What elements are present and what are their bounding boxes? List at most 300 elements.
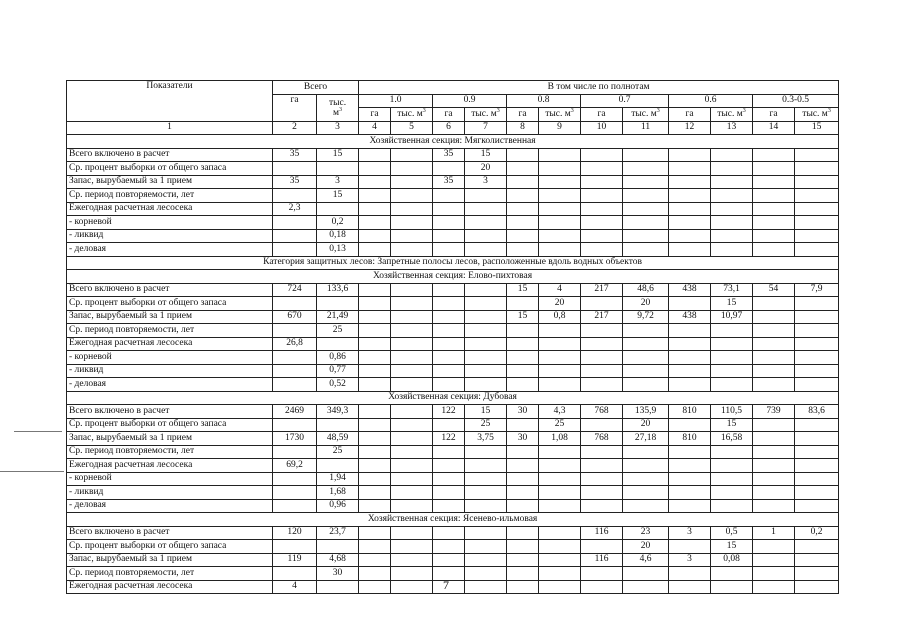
row-label: - ликвид bbox=[67, 486, 273, 500]
table-cell bbox=[753, 567, 795, 581]
table-cell bbox=[753, 216, 795, 230]
table-row bbox=[67, 553, 839, 567]
unit-label: тыс. м bbox=[545, 108, 571, 119]
table-cell bbox=[795, 202, 839, 216]
table-cell bbox=[581, 148, 623, 162]
table-cell bbox=[507, 580, 539, 594]
row-label: Ср. период повторяемости, лет bbox=[67, 567, 273, 581]
table-cell bbox=[795, 297, 839, 311]
row-label: - корневой bbox=[67, 472, 273, 486]
table-cell bbox=[539, 337, 581, 351]
table-cell bbox=[391, 148, 433, 162]
density-header: 0.9 bbox=[433, 94, 507, 108]
table-cell bbox=[539, 324, 581, 338]
table-cell: 27,18 bbox=[623, 432, 669, 446]
table-cell bbox=[433, 283, 465, 297]
table-cell bbox=[581, 243, 623, 257]
table-cell bbox=[669, 499, 711, 513]
table-cell bbox=[391, 472, 433, 486]
row-label: Ежегодная расчетная лесосека bbox=[67, 337, 273, 351]
table-cell bbox=[273, 229, 317, 243]
table-cell bbox=[507, 540, 539, 554]
table-cell bbox=[669, 162, 711, 176]
table-cell: 4 bbox=[539, 283, 581, 297]
table-cell bbox=[623, 445, 669, 459]
table-cell bbox=[669, 472, 711, 486]
table-cell bbox=[539, 526, 581, 540]
table-cell bbox=[623, 216, 669, 230]
unit-ha: га bbox=[433, 108, 465, 122]
table-cell bbox=[581, 162, 623, 176]
column-number: 9 bbox=[539, 121, 581, 135]
table-cell: 122 bbox=[433, 405, 465, 419]
table-cell: 30 bbox=[507, 432, 539, 446]
table-cell: 670 bbox=[273, 310, 317, 324]
table-body bbox=[67, 135, 839, 594]
table-row bbox=[67, 472, 839, 486]
table-cell bbox=[623, 567, 669, 581]
table-cell bbox=[669, 378, 711, 392]
table-cell bbox=[507, 175, 539, 189]
table-cell bbox=[359, 337, 391, 351]
table-cell: 35 bbox=[273, 148, 317, 162]
table-cell bbox=[669, 175, 711, 189]
table-cell bbox=[753, 175, 795, 189]
row-label: Ср. период повторяемости, лет bbox=[67, 189, 273, 203]
table-row bbox=[67, 216, 839, 230]
table-cell bbox=[753, 364, 795, 378]
column-number-row bbox=[67, 121, 839, 135]
table-cell bbox=[391, 297, 433, 311]
unit-thousand-m3 bbox=[391, 108, 433, 122]
table-cell bbox=[359, 445, 391, 459]
unit-ha: га bbox=[507, 108, 539, 122]
unit-thousand-m3 bbox=[623, 108, 669, 122]
table-cell: 0,86 bbox=[317, 351, 359, 365]
table-cell bbox=[795, 148, 839, 162]
table-cell bbox=[795, 459, 839, 473]
table-cell bbox=[359, 553, 391, 567]
table-cell bbox=[391, 580, 433, 594]
table-cell bbox=[433, 472, 465, 486]
table-cell: 768 bbox=[581, 432, 623, 446]
table-cell bbox=[273, 216, 317, 230]
table-cell: 35 bbox=[433, 148, 465, 162]
table-cell bbox=[391, 418, 433, 432]
table-cell bbox=[795, 445, 839, 459]
table-cell: 15 bbox=[711, 418, 753, 432]
superscript: 3 bbox=[496, 107, 500, 114]
table-cell bbox=[581, 297, 623, 311]
table-cell bbox=[433, 202, 465, 216]
row-label: Ср. процент выборки от общего запаса bbox=[67, 297, 273, 311]
table-cell: 25 bbox=[465, 418, 507, 432]
row-label: - деловая bbox=[67, 499, 273, 513]
table-cell bbox=[795, 337, 839, 351]
row-label: Ср. процент выборки от общего запаса bbox=[67, 418, 273, 432]
table-cell: 23 bbox=[623, 526, 669, 540]
table-cell bbox=[711, 486, 753, 500]
table-cell bbox=[669, 418, 711, 432]
table-cell bbox=[711, 337, 753, 351]
table-cell bbox=[359, 580, 391, 594]
table-cell: 349,3 bbox=[317, 405, 359, 419]
table-cell bbox=[539, 162, 581, 176]
table-cell bbox=[795, 229, 839, 243]
table-cell bbox=[753, 189, 795, 203]
unit-thousand-m3 bbox=[465, 108, 507, 122]
table-cell bbox=[581, 175, 623, 189]
table-cell: 30 bbox=[507, 405, 539, 419]
table-cell: 15 bbox=[711, 297, 753, 311]
table-cell bbox=[317, 580, 359, 594]
table-cell bbox=[711, 580, 753, 594]
table-cell bbox=[391, 337, 433, 351]
table-cell bbox=[433, 540, 465, 554]
table-cell bbox=[507, 351, 539, 365]
table-cell bbox=[465, 486, 507, 500]
row-label: Ср. период повторяемости, лет bbox=[67, 324, 273, 338]
table-cell: 135,9 bbox=[623, 405, 669, 419]
table-cell bbox=[795, 364, 839, 378]
row-label: Ежегодная расчетная лесосека bbox=[67, 580, 273, 594]
table-cell bbox=[391, 486, 433, 500]
table-cell bbox=[795, 378, 839, 392]
table-cell: 35 bbox=[433, 175, 465, 189]
table-cell bbox=[433, 364, 465, 378]
table-cell bbox=[273, 162, 317, 176]
table-cell bbox=[581, 540, 623, 554]
row-label: - деловая bbox=[67, 243, 273, 257]
table-cell bbox=[433, 216, 465, 230]
table-cell: 48,59 bbox=[317, 432, 359, 446]
table-cell: 23,7 bbox=[317, 526, 359, 540]
table-cell bbox=[795, 499, 839, 513]
table-cell bbox=[507, 229, 539, 243]
table-cell: 2469 bbox=[273, 405, 317, 419]
table-cell: 20 bbox=[623, 540, 669, 554]
table-cell bbox=[711, 472, 753, 486]
table-cell bbox=[711, 175, 753, 189]
table-cell bbox=[753, 418, 795, 432]
table-cell: 739 bbox=[753, 405, 795, 419]
table-cell bbox=[359, 351, 391, 365]
table-cell bbox=[711, 216, 753, 230]
table-cell bbox=[391, 351, 433, 365]
table-cell bbox=[539, 202, 581, 216]
table-cell bbox=[317, 418, 359, 432]
superscript: 3 bbox=[339, 106, 343, 113]
row-label: - корневой bbox=[67, 216, 273, 230]
table-cell bbox=[433, 418, 465, 432]
table-cell bbox=[795, 567, 839, 581]
table-cell: 1730 bbox=[273, 432, 317, 446]
table-cell bbox=[795, 351, 839, 365]
table-cell bbox=[465, 337, 507, 351]
table-cell bbox=[391, 540, 433, 554]
table-row bbox=[67, 540, 839, 554]
column-number: 12 bbox=[669, 121, 711, 135]
table-cell bbox=[359, 418, 391, 432]
table-cell bbox=[669, 580, 711, 594]
table-cell bbox=[539, 229, 581, 243]
table-row bbox=[67, 526, 839, 540]
scan-artifact-line bbox=[14, 431, 62, 432]
table-row bbox=[67, 378, 839, 392]
table-cell bbox=[391, 189, 433, 203]
header-indicators: Показатели bbox=[67, 81, 273, 122]
table-cell bbox=[711, 459, 753, 473]
table-cell bbox=[433, 337, 465, 351]
table-cell: 0,18 bbox=[317, 229, 359, 243]
table-cell bbox=[795, 418, 839, 432]
section-title: Хозяйственная секция: Мягколиственная bbox=[67, 135, 839, 149]
table-cell: 119 bbox=[273, 553, 317, 567]
table-cell bbox=[623, 229, 669, 243]
table-cell bbox=[581, 472, 623, 486]
table-cell: 4 bbox=[273, 580, 317, 594]
table-cell bbox=[623, 189, 669, 203]
table-cell bbox=[539, 378, 581, 392]
table-cell bbox=[433, 486, 465, 500]
table-cell bbox=[507, 162, 539, 176]
table-cell bbox=[711, 229, 753, 243]
table-row bbox=[67, 202, 839, 216]
table-cell bbox=[465, 445, 507, 459]
table-cell bbox=[753, 351, 795, 365]
table-cell bbox=[465, 540, 507, 554]
section-title-row bbox=[67, 135, 839, 149]
row-label: Запас, вырубаемый за 1 прием bbox=[67, 432, 273, 446]
table-cell: 25 bbox=[539, 418, 581, 432]
table-row bbox=[67, 405, 839, 419]
table-cell: 30 bbox=[317, 567, 359, 581]
table-cell bbox=[539, 364, 581, 378]
table-cell bbox=[465, 567, 507, 581]
table-cell: 217 bbox=[581, 310, 623, 324]
table-cell bbox=[581, 364, 623, 378]
table-cell bbox=[753, 378, 795, 392]
table-cell bbox=[391, 283, 433, 297]
table-cell bbox=[465, 499, 507, 513]
table-cell bbox=[359, 540, 391, 554]
table-cell bbox=[795, 432, 839, 446]
table-cell: 4,3 bbox=[539, 405, 581, 419]
table-cell bbox=[753, 459, 795, 473]
table-cell bbox=[795, 310, 839, 324]
table-cell bbox=[391, 202, 433, 216]
table-cell bbox=[273, 540, 317, 554]
table-cell bbox=[753, 486, 795, 500]
table-cell: 0,52 bbox=[317, 378, 359, 392]
row-label: Ежегодная расчетная лесосека bbox=[67, 459, 273, 473]
table-cell bbox=[391, 378, 433, 392]
table-cell bbox=[669, 337, 711, 351]
superscript: 3 bbox=[656, 107, 660, 114]
table-cell bbox=[581, 486, 623, 500]
unit-ha: га bbox=[581, 108, 623, 122]
table-cell bbox=[753, 310, 795, 324]
table-cell: 1 bbox=[753, 526, 795, 540]
table-cell: 54 bbox=[753, 283, 795, 297]
superscript: 3 bbox=[422, 107, 426, 114]
table-cell bbox=[433, 229, 465, 243]
superscript: 3 bbox=[570, 107, 574, 114]
table-cell bbox=[391, 310, 433, 324]
table-cell bbox=[539, 148, 581, 162]
table-cell bbox=[507, 202, 539, 216]
table-cell bbox=[359, 297, 391, 311]
table-cell bbox=[465, 364, 507, 378]
table-cell bbox=[391, 459, 433, 473]
table-cell bbox=[433, 526, 465, 540]
table-cell bbox=[753, 337, 795, 351]
table-cell bbox=[669, 364, 711, 378]
table-cell: 0,2 bbox=[795, 526, 839, 540]
table-cell bbox=[795, 472, 839, 486]
table-cell bbox=[623, 472, 669, 486]
table-cell bbox=[623, 148, 669, 162]
table-cell bbox=[539, 243, 581, 257]
table-cell bbox=[539, 540, 581, 554]
table-cell bbox=[753, 445, 795, 459]
table-cell: 0,5 bbox=[711, 526, 753, 540]
table-cell bbox=[391, 324, 433, 338]
table-cell bbox=[623, 580, 669, 594]
table-cell bbox=[711, 243, 753, 257]
table-cell bbox=[581, 229, 623, 243]
table-cell: 15 bbox=[507, 310, 539, 324]
table-cell bbox=[507, 418, 539, 432]
table-cell: 3,75 bbox=[465, 432, 507, 446]
section-title-row bbox=[67, 391, 839, 405]
table-cell bbox=[433, 499, 465, 513]
table-cell bbox=[753, 499, 795, 513]
table-cell bbox=[465, 243, 507, 257]
table-cell bbox=[391, 229, 433, 243]
table-cell bbox=[317, 202, 359, 216]
table-cell: 7,9 bbox=[795, 283, 839, 297]
table-cell: 0,13 bbox=[317, 243, 359, 257]
table-cell: 116 bbox=[581, 526, 623, 540]
table-cell bbox=[795, 243, 839, 257]
table-cell bbox=[273, 378, 317, 392]
unit-thousand-m3 bbox=[539, 108, 581, 122]
table-cell: 724 bbox=[273, 283, 317, 297]
table-cell bbox=[465, 553, 507, 567]
table-cell bbox=[753, 297, 795, 311]
table-cell: 15 bbox=[711, 540, 753, 554]
table-cell: 26,8 bbox=[273, 337, 317, 351]
column-number: 1 bbox=[67, 121, 273, 135]
header-m3-label: м bbox=[333, 107, 340, 118]
table-cell bbox=[753, 580, 795, 594]
table-cell: 438 bbox=[669, 310, 711, 324]
table-cell bbox=[359, 243, 391, 257]
table-cell: 20 bbox=[623, 297, 669, 311]
superscript: 3 bbox=[827, 107, 831, 114]
table-cell bbox=[711, 499, 753, 513]
table-cell bbox=[507, 324, 539, 338]
table-cell bbox=[581, 445, 623, 459]
table-cell bbox=[753, 472, 795, 486]
table-cell bbox=[711, 351, 753, 365]
table-cell bbox=[711, 445, 753, 459]
table-cell bbox=[317, 459, 359, 473]
table-cell bbox=[669, 445, 711, 459]
row-label: Ср. период повторяемости, лет bbox=[67, 445, 273, 459]
table-cell: 15 bbox=[507, 283, 539, 297]
table-cell bbox=[507, 486, 539, 500]
table-cell: 810 bbox=[669, 405, 711, 419]
table-row bbox=[67, 229, 839, 243]
table-cell bbox=[433, 310, 465, 324]
table-cell bbox=[317, 162, 359, 176]
table-cell: 3 bbox=[669, 553, 711, 567]
density-header: 0.6 bbox=[669, 94, 753, 108]
density-header: 0.3-0.5 bbox=[753, 94, 839, 108]
table-cell: 133,6 bbox=[317, 283, 359, 297]
column-number: 4 bbox=[359, 121, 391, 135]
unit-ha: га bbox=[753, 108, 795, 122]
table-cell bbox=[669, 189, 711, 203]
table-cell bbox=[465, 526, 507, 540]
table-cell bbox=[507, 243, 539, 257]
table-cell bbox=[581, 459, 623, 473]
column-number: 13 bbox=[711, 121, 753, 135]
table-cell bbox=[507, 459, 539, 473]
table-cell: 0,77 bbox=[317, 364, 359, 378]
table-cell bbox=[795, 540, 839, 554]
table-cell bbox=[539, 472, 581, 486]
table-cell: 83,6 bbox=[795, 405, 839, 419]
unit-label: тыс. м bbox=[631, 108, 657, 119]
table-cell bbox=[465, 378, 507, 392]
table-cell bbox=[623, 162, 669, 176]
table-cell bbox=[359, 567, 391, 581]
table-cell bbox=[669, 567, 711, 581]
table-cell bbox=[669, 216, 711, 230]
table-cell bbox=[507, 526, 539, 540]
table-cell bbox=[391, 526, 433, 540]
row-label: Всего включено в расчет bbox=[67, 283, 273, 297]
table-cell: 0,2 bbox=[317, 216, 359, 230]
table-cell bbox=[507, 472, 539, 486]
table-cell bbox=[507, 378, 539, 392]
table-cell: 15 bbox=[465, 405, 507, 419]
table-cell: 0,08 bbox=[711, 553, 753, 567]
table-cell bbox=[465, 459, 507, 473]
table-cell bbox=[273, 243, 317, 257]
table-cell bbox=[623, 364, 669, 378]
table-cell bbox=[539, 189, 581, 203]
table-cell: 21,49 bbox=[317, 310, 359, 324]
table-cell bbox=[711, 567, 753, 581]
column-number: 5 bbox=[391, 121, 433, 135]
table-cell bbox=[795, 216, 839, 230]
table-cell: 10,97 bbox=[711, 310, 753, 324]
table-cell bbox=[273, 351, 317, 365]
header-total: Всего bbox=[273, 81, 359, 95]
table-cell bbox=[711, 324, 753, 338]
row-label: Ежегодная расчетная лесосека bbox=[67, 202, 273, 216]
table-cell: 3 bbox=[669, 526, 711, 540]
table-cell bbox=[273, 472, 317, 486]
table-row bbox=[67, 499, 839, 513]
table-cell: 20 bbox=[465, 162, 507, 176]
unit-thousand-m3 bbox=[711, 108, 753, 122]
row-label: Запас, вырубаемый за 1 прием bbox=[67, 175, 273, 189]
